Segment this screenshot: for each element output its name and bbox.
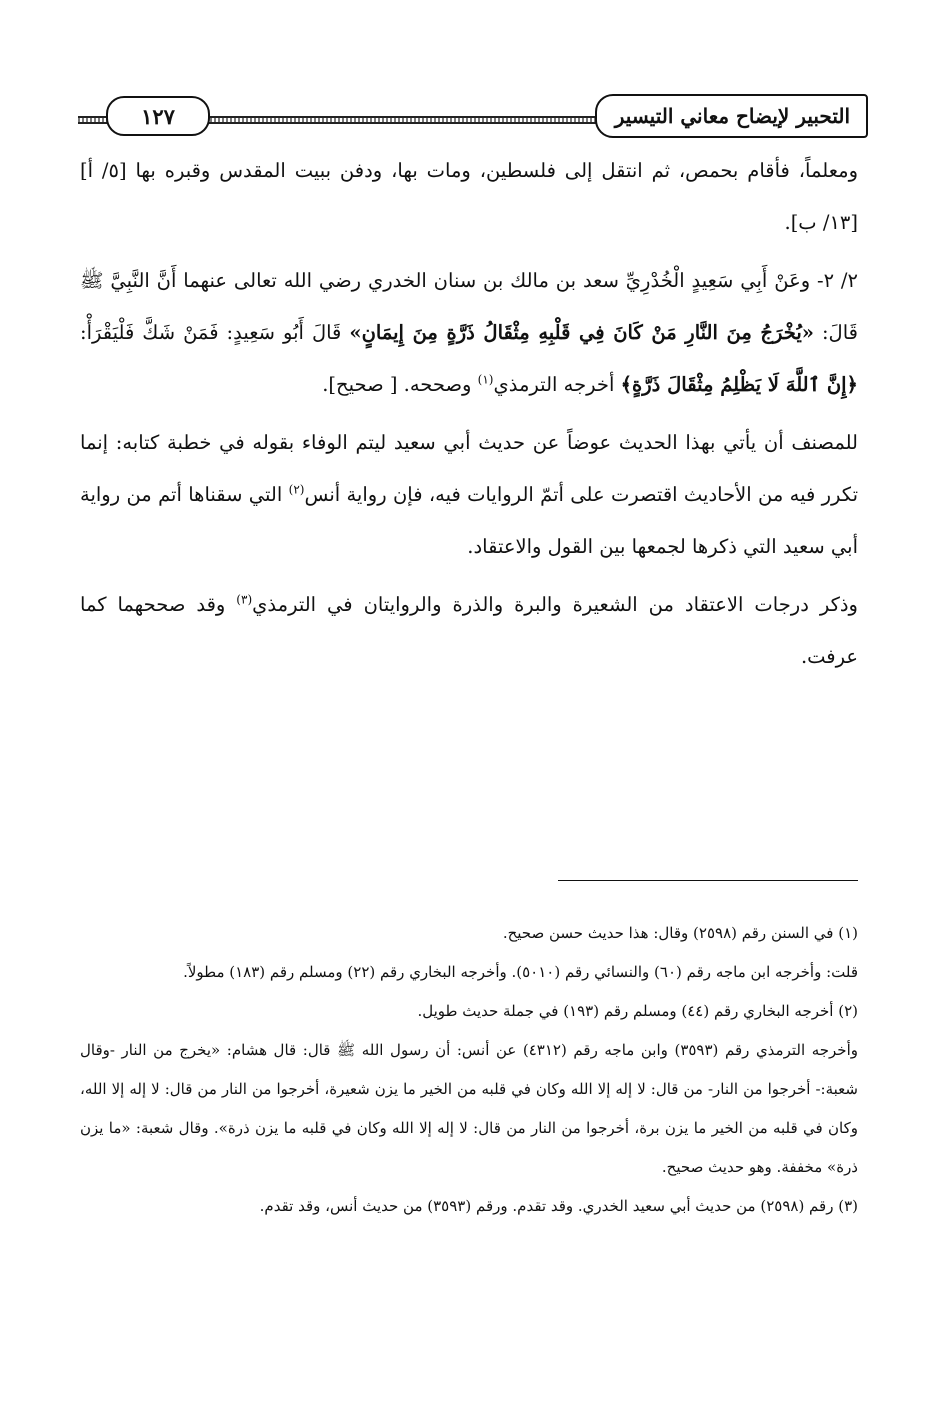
paragraph-3-text-a: للمصنف أن يأتي بهذا الحديث عوضاً عن حديث أبي سعيد ليتم الوفاء بقوله في خطبة كتابه: إنما تكرر فيه من الأحاديث اقتصرت على أتمّ الروايات فيه، فإن رواية أنس xyxy=(80,431,858,506)
footnote-3: (٣) رقم (٢٥٩٨) من حديث أبي سعيد الخدري. وقد تقدم. ورقم (٣٥٩٣) من حديث أنس، وقد تقدم. xyxy=(259,1197,858,1215)
book-title xyxy=(595,94,868,138)
footnote-1-cont: قلت: وأخرجه ابن ماجه رقم (٦٠) والنسائي رقم (٥٠١٠). وأخرجه البخاري رقم (٢٢) ومسلم رقم (١٨٣) مطولاً. xyxy=(183,963,858,981)
paragraph-1: ومعلماً، فأقام بحمص، ثم انتقل إلى فلسطين، ومات بها، ودفن ببيت المقدس وقبره بها [٥/ أ] [١٣/ ب]. xyxy=(80,159,858,234)
footnote-ref-3: (٣) xyxy=(236,592,253,607)
hadith-grade: وصححه. [ صحيح]. xyxy=(322,373,478,396)
paragraph-4 xyxy=(80,579,858,683)
paragraph-4-text-a: وذكر درجات الاعتقاد من الشعيرة والبرة والذرة والروايتان في الترمذي xyxy=(252,593,858,616)
running-header xyxy=(78,92,868,138)
hadith-middle: قَالَ أَبُو سَعِيدٍ: فَمَنْ شَكَّ فَلْيَقْرَأْ: xyxy=(80,321,350,344)
main-text xyxy=(80,145,858,689)
paragraph-4-text-b: وقد صححهما كما عرفت. xyxy=(80,593,858,668)
paragraph-3-text-b: التي سقناها أتم من رواية أبي سعيد التي ذكرها لجمعها بين القول والاعتقاد. xyxy=(80,483,858,558)
footnote-2-cont: وأخرجه الترمذي رقم (٣٥٩٣) وابن ماجه رقم (٤٣١٢) عن أنس: أن رسول الله ﷺ قال: قال هشام: «يخرج من النار -وقال شعبة:- أخرجوا من النار- من قال: لا إله إلا الله وكان في قلبه من الخير ما يزن شعيرة، أخرجوا من النار من قال: لا إله إلا الله، وكان في قلبه من الخير ما يزن برة، أخرجوا من النار من قال: لا إله إلا الله وكان في قلبه ما يزن ذرة». وقال شعبة: «ما يزن ذرة» مخففة. وهو حديث صحيح. xyxy=(80,1041,858,1176)
footnote-separator xyxy=(558,880,858,881)
footnote-2: (٢) أخرجه البخاري رقم (٤٤) ومسلم رقم (١٩٣) في جملة حديث طويل. xyxy=(417,1002,858,1020)
page-number xyxy=(106,96,210,136)
hadith-text: «يُخْرَجُ مِنَ النَّارِ مَنْ كَانَ فِي قَلْبِهِ مِثْقَالُ ذَرَّةٍ مِنَ إِيمَانٍ» xyxy=(349,321,814,344)
footnotes xyxy=(80,914,858,1226)
hadith-source: أخرجه الترمذي xyxy=(493,373,621,396)
page-number-text: ١٢٧ xyxy=(141,103,175,129)
footnote-ref-1: (١) xyxy=(477,372,494,387)
paragraph-2-hadith xyxy=(80,255,858,411)
quran-verse: ﴿إِنَّ ٱللَّهَ لَا يَظْلِمُ مِثْقَالَ ذَرَّةٍ﴾ xyxy=(620,373,858,396)
footnote-1: (١) في السنن رقم (٢٥٩٨) وقال: هذا حديث حسن صحيح. xyxy=(502,924,858,942)
paragraph-3 xyxy=(80,417,858,573)
footnote-ref-2: (٢) xyxy=(288,482,305,497)
book-title-text: التحبير لإيضاح معاني التيسير xyxy=(614,104,850,128)
hadith-intro: ٢/ ٢- وعَنْ أَبِي سَعِيدٍ الْخُدْرِيِّ سعد بن مالك بن سنان الخدري رضي الله تعالى عنهما أَنَّ النَّبِيَّ ﷺ قَالَ: xyxy=(80,269,858,344)
